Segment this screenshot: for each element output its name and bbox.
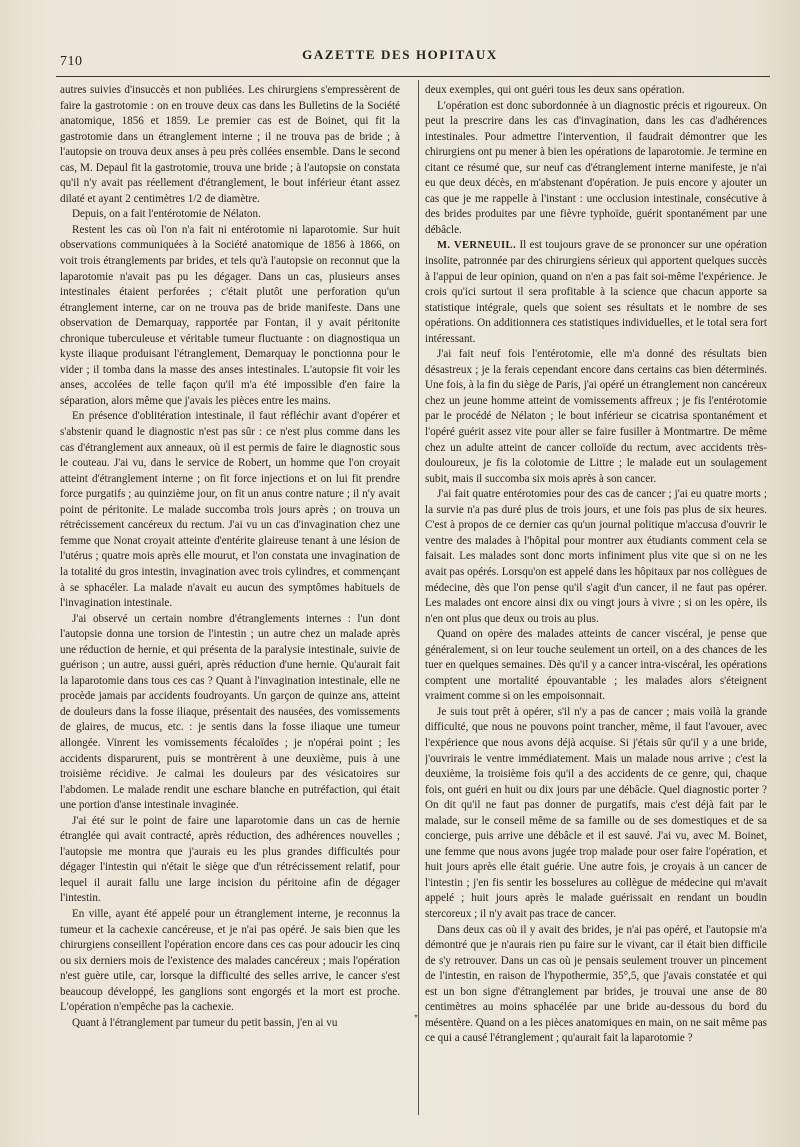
paragraph: Quand on opère des malades atteints de cancer viscéral, je pense que généralement, si on leur touche seulement un orteil, on a des chances de les tuer en quelques semaines. Dès qu'il y a cancer intra-viscéral, les opérations comptent une mortalité épouvantable ; les malades alors s'éteignent vraiment comme si on les empoisonnait. [425, 628, 767, 703]
speech-text: Il est toujours grave de se prononcer sur une opération insolite, patronnée par des chirurgiens sérieux qui apportent quelques succès à l'appui de leur opinion, quand on n'en a pas fait soi-même l'expérience. Je crois qu'ici surtout il sera profitable à la science que chacun apporte sa statistique intégrale, quels que soient ses résultats et le nombre de ses opérations. On additionnera ces statistiques individuelles, et le total sera fort intéressant. [425, 239, 767, 345]
running-head: GAZETTE DES HOPITAUX [302, 47, 498, 62]
paragraph: J'ai été sur le point de faire une laparotomie dans un cas de hernie étranglée qui avait contracté, après réduction, des adhérences nouvelles ; l'autopsie me montra que j'aurais eu les plus grandes difficultés pour dégager l'intestin qui n'était le siège que d'un rétrécissement relatif, pour lequel il aurait fallu une large incision du péritoine afin de dégager l'intestin. [60, 814, 400, 905]
header-rule [56, 76, 770, 77]
paragraph: En ville, ayant été appelé pour un étranglement interne, je reconnus la tumeur et la cachexie cancéreuse, et je n'ai pas opéré. Je sais bien que les chirurgiens conseillent l'opération encore dans ces cas pour adoucir les cinq ou six derniers mois de l'existence des malades cancéreux ; mais l'opération n'est guère utile, car, lorsque la difficulté des selles arrive, le cancer s'est beaucoup développé, les ganglions sont engorgés et la mort est proche. L'opération n'empêche pas la cachexie. [60, 907, 400, 1014]
paragraph: J'ai observé un certain nombre d'étranglements internes : l'un dont l'autopsie donna une torsion de l'intestin ; un autre chez un malade après une réduction de hernie, et qui présenta de la paralysie intestinale, suivie de guérison ; un autre, aussi guéri, après réduction d'une hernie. Qu'aurait fait la laparotomie dans tous ces cas ? Quant à l'invagination intestinale, elle ne procède jamais par accidents foudroyants. Un garçon de quinze ans, atteint de douleurs dans la fosse iliaque, présentait des nausées, des vomissements de glaires, de mucus, etc. : je sentis dans la fosse iliaque une tumeur allongée. Vinrent les vomissements fécaloïdes ; je n'opérai point ; les accidents disparurent, puis se montrèrent à une deuxième, puis à une troisième récidive. Je calmai les douleurs par des vésicatoires sur l'abdomen. Le malade rendit une eschare blanche en putréfaction, qui était une portion d'anse intestinale invaginée. [60, 612, 400, 812]
paragraph: autres suivies d'insuccès et non publiées. Les chirurgiens s'empressèrent de faire la gastrotomie : on en trouve deux cas dans les Bulletins de la Société anatomique, 1856 et 1859. Le premier cas est de Boinet, qui fit la gastrotomie dans un étranglement interne ; il ne trouva pas de bride ; à l'autopsie on trouva deux anses à peu près collées ensemble. Dans le second cas, M. Depaul fit la gastrotomie, trouva une bride ; à l'autopsie on constata qu'il n'y avait pas réellement d'étranglement, le bout inférieur étant assez dilaté et ayant 2 centimètres 1/2 de diamètre. [60, 84, 400, 205]
page-number: 710 [60, 54, 83, 69]
paragraph: Quant à l'étranglement par tumeur du petit bassin, j'en ai vu [72, 1016, 338, 1029]
paragraph: J'ai fait neuf fois l'entérotomie, elle m'a donné des résultats bien désastreux ; je la ferais cependant encore dans certains cas bien déterminés. Une fois, à la fin du siège de Paris, j'ai opéré un étranglement non cancéreux chez un jeune homme atteint de vomissements affreux ; je fis l'entérotomie par le procédé de Nélaton ; le bout inférieur se cicatrisa spontanément et l'opéré guérit assez vite pour aller se faire fusiller à Montmartre. De même chez un adulte atteint de cancer colloïde du rectum, avec accidents très-douloureux, je fis la colotomie de Littre ; le malade eut un soulagement subit, mais il succomba six mois après à son cancer. [425, 348, 767, 485]
speech-paragraph [425, 238, 767, 347]
paragraph: En présence d'oblitération intestinale, il faut réfléchir avant d'opérer et s'abstenir quand le diagnostic n'est pas sûr : ce n'est plus comme dans les cas d'étranglement aux anneaux, où il est permis de faire le diagnostic sous le couteau. J'ai vu, dans le service de Robert, un homme que l'on croyait atteint d'étranglement interne ; on fit force injections et on lui fit prendre force purgatifs ; au quinzième jour, on fit un anus contre nature ; il n'y avait point de péritonite. Le malade succomba trois jours après ; on trouva un rétrécissement cancéreux du rectum. J'ai vu un cas d'invagination chez une femme que Nonat croyait atteinte d'entérite glaireuse tenant à une lésion de l'utérus ; quatre mois après elle mourut, et l'on constata une invagination de la totalité du gros intestin, invagination avec trois cylindres, et commençant à se sphacéler. La malade n'avait eu aucun des symptômes habituels de l'invagination intestinale. [60, 410, 400, 610]
paragraph: L'opération est donc subordonnée à un diagnostic précis et rigoureux. On peut la prescrire dans les cas d'invagination, dans les cas d'adhérences intestinales. Pour admettre l'intervention, il faudrait démontrer que les chirurgiens ont pu mener à bien les opérations de laparotomie. Je termine en citant ce résumé que, sur neuf cas d'étranglement interne manifeste, je n'ai eu que deux décès, en m'abstenant d'opération. Je puis encore y ajouter un cas que je me rappelle à l'instant : une occlusion intestinale, consécutive à des brides produites par une fièvre typhoïde, guérit spontanément par une débâcle. [425, 99, 767, 236]
paragraph: deux exemples, qui ont guéri tous les deux sans opération. [425, 84, 685, 96]
right-column [425, 83, 767, 1118]
speaker-name: M. VERNEUIL. [437, 240, 517, 252]
paragraph: J'ai fait quatre entérotomies pour des cas de cancer ; j'ai eu quatre morts ; la survie n'a pas duré plus de trois jours, et une fois pas plus de six heures. C'est à propos de ce dernier cas qu'un journal politique m'accusa d'ouvrir le ventre des malades à l'hôpital pour montrer aux étudiants comment cela se faisait. Les malades sont donc morts infiniment plus vite que si on ne les avait pas opérés. Lorsqu'on est appelé dans les hôpitaux par nos collègues de médecine, dès que l'on pense qu'il s'agit d'un cancer, il ne faut pas opérer. Les malades ont encore ainsi dix ou vingt jours à vivre ; si on les opère, ils n'en ont plus que deux ou trois au plus. [425, 488, 767, 625]
paragraph: Restent les cas où l'on n'a fait ni entérotomie ni laparotomie. Sur huit observations communiquées à la Société anatomique de 1856 à 1866, on voit trois étranglements par brides, et tels qu'à l'autopsie on reconnut que la laparotomie n'avait pas pu les dégager. Dans un cas, plusieurs anses intestinales étaient perforées ; c'était plutôt une perforation qu'un étranglement interne, car on ne trouva pas de bride manifeste. Dans une observation de Demarquay, rapportée par Fontan, il y avait péritonite chronique tuberculeuse et véritable tumeur fluctuante : on diagnostiqua un kyste iliaque produisant l'étranglement, Demarquay le ponctionna pour le vider ; il tomba dans la masse des anses intestinales. L'autopsie fit voir les anses, accolées de telle façon qu'il m'a été impossible d'en faire la séparation, alors même que j'avais les pièces entre les mains. [60, 223, 400, 407]
paragraph: Depuis, on a fait l'entérotomie de Nélaton. [72, 208, 261, 221]
left-column [60, 83, 400, 1118]
margin-mark: * [414, 1013, 418, 1024]
paragraph: Je suis tout prêt à opérer, s'il n'y a pas de cancer ; mais voilà la grande difficulté, que nous ne pouvons point trancher, même, il faut l'avouer, avec l'expérience que nous avons déjà acquise. Si j'étais sûr qu'il y a une bride, j'ouvrirais le ventre immédiatement. Mais un malade nous arrive ; c'est la deuxième, la troisième fois qu'il a des accidents de ce genre, qui, chaque fois, ont guéri en huit ou dix jours par une débâcle. Quel diagnostic porter ? On dit qu'il ne faut pas donner de purgatifs, mais c'est déjà fait par le malade, sur le conseil même de sa famille ou de ses domestiques et de sa concierge, puis arrive une débâcle et il est sauvé. J'ai vu, avec M. Boinet, une femme que nous avons jugée trop malade pour oser faire l'opération, et huit jours après elle était guérie. Une autre fois, je croyais à un cancer de l'intestin ; j'en fis sentir les bosselures au collègue de médecine qui m'avait appelé ; huit jours après le malade guérissait en rendant un boudin stercoreux ; il n'y avait pas trace de cancer. [425, 705, 767, 920]
paragraph: Dans deux cas où il y avait des brides, je n'ai pas opéré, et l'autopsie m'a démontré que je n'aurais rien pu faire sur le vivant, car il était bien difficile de s'y retrouver. Dans un cas où je pensais seulement trouver un pincement de l'intestin, en raison de l'hypothermie, 35°,5, que j'avais constatée et qui est un bon signe d'étranglement par brides, je trouvai une anse de 80 centimètres au moins sphacélée par une bride au-dessous du bord du mésentère. Quand on a les pièces anatomiques en main, on ne sait même pas ce qui a causé l'étranglement ; qu'aurait fait la laparotomie ? [425, 923, 767, 1045]
column-divider [418, 80, 419, 1115]
